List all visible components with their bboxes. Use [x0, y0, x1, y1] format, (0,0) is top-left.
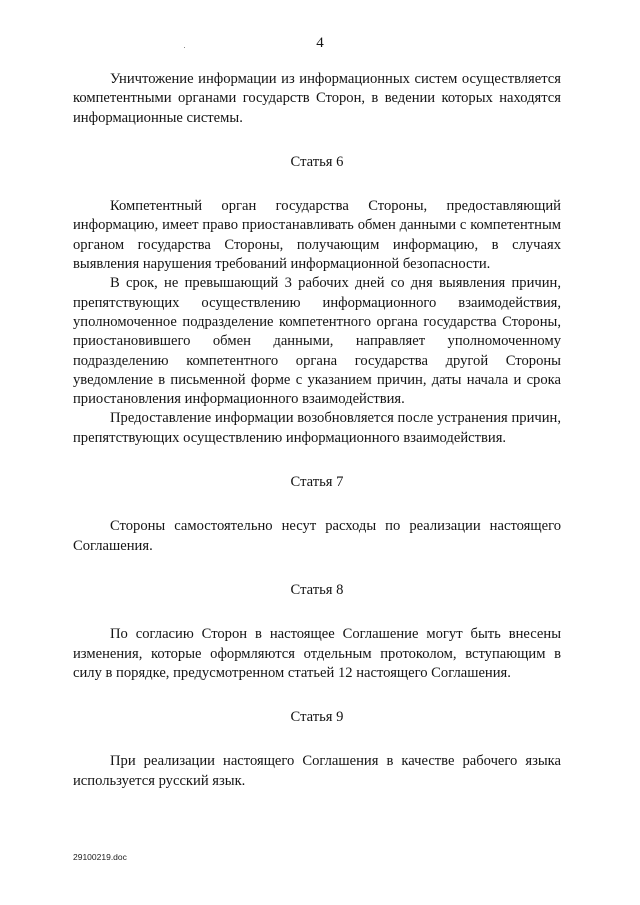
- paragraph-info-destruction: Уничтожение информации из информационных систем осуществляется компетентными органами государств Сторон, в ведении которых находятся информационные системы.: [73, 71, 561, 126]
- heading-article-6: Статья 6: [290, 153, 344, 170]
- footer-filename: 29100219.doc: [73, 852, 127, 862]
- paragraph-article6-suspension-right: Компетентный орган государства Стороны, предоставляющий информацию, имеет право приостанавливать обмен данными с компетентным органом государства Стороны, получающим информацию, в случаях выявления нарушения требований информационной безопасности.: [73, 198, 561, 273]
- heading-article-8: Статья 8: [290, 581, 344, 598]
- paragraph-article8-amendments: По согласию Сторон в настоящее Соглашение могут быть внесены изменения, которые оформляются отдельным протоколом, вступающим в силу в порядке, предусмотренном статьей 12 настоящего Соглашения.: [73, 626, 561, 681]
- heading-article-9: Статья 9: [290, 709, 344, 726]
- paragraph-article7-expenses: Стороны самостоятельно несут расходы по реализации настоящего Соглашения.: [73, 518, 561, 554]
- paragraph-article6-resumption: Предоставление информации возобновляется после устранения причин, препятствующих осуществлению информационного взаимодействия.: [73, 410, 561, 446]
- page-number: 4: [316, 35, 324, 51]
- paragraph-article9-language: При реализации настоящего Соглашения в качестве рабочего языка используется русский язык.: [73, 753, 561, 789]
- paragraph-article6-notification: В срок, не превышающий 3 рабочих дней со дня выявления причин, препятствующих осуществлению информационного взаимодействия, уполномоченное подразделение компетентного органа государства Стороны, приостановившего обмен данными, направляет уполномоченному подразделению компетентного органа государства другой Стороны уведомление в письменной форме с указанием причин, даты начала и срока приостановления информационного взаимодействия.: [73, 275, 561, 408]
- document-body: [73, 70, 561, 791]
- heading-article-7: Статья 7: [290, 474, 344, 491]
